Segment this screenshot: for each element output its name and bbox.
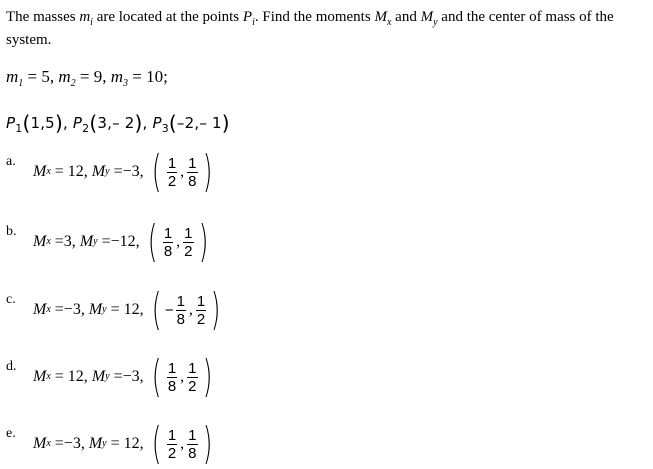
fraction-y: [187, 360, 197, 395]
choice-letter: d.: [6, 359, 17, 374]
text: and: [391, 9, 421, 25]
question-text: [6, 6, 653, 52]
denominator: 2: [196, 310, 206, 328]
right-paren: ): [202, 146, 212, 197]
var-M: M: [374, 9, 387, 25]
sub-x: x: [386, 17, 392, 28]
question-line-2: system.: [6, 32, 52, 48]
paren: ): [54, 111, 63, 135]
right-paren: ): [198, 216, 208, 267]
var-m: m: [6, 67, 19, 86]
fraction-x: [167, 155, 177, 190]
denominator: 2: [184, 242, 193, 260]
left-paren: (: [151, 146, 161, 197]
comma: ,: [180, 435, 185, 452]
choice-answer[interactable]: [33, 216, 212, 267]
paren: (: [89, 111, 98, 135]
var-P: P: [72, 114, 83, 132]
neg-sign: −: [164, 301, 174, 319]
numerator: 1: [163, 224, 173, 242]
fraction-y: [183, 225, 193, 260]
mass-value: = 9,: [75, 67, 111, 86]
var-M: M: [88, 435, 103, 452]
var-M: M: [88, 301, 103, 318]
mx-term: M x =−3,: [33, 301, 89, 318]
sub-i: i: [252, 17, 255, 28]
denominator: 8: [176, 310, 185, 328]
denominator: 2: [167, 444, 177, 462]
mass-value: = 5,: [23, 67, 59, 86]
masses-line: [6, 67, 168, 87]
numerator: 1: [188, 154, 197, 172]
var-M: M: [420, 9, 434, 25]
mx-term: M x =−3,: [33, 435, 89, 452]
sep: ,: [142, 114, 153, 132]
var-M: M: [91, 368, 106, 385]
sep: ,: [62, 114, 73, 132]
mx-value: = 12,: [50, 163, 92, 180]
mx-value: =3,: [50, 233, 80, 250]
sub: 2: [82, 122, 90, 135]
denominator: 8: [163, 242, 173, 260]
denominator: 2: [167, 172, 177, 190]
var-P: P: [152, 114, 162, 132]
fraction-y: [187, 427, 197, 462]
choice-answer[interactable]: [33, 351, 216, 402]
mx-term: M x = 12,: [33, 163, 92, 180]
my-term: M y =−3,: [91, 163, 148, 180]
choice-letter: a.: [6, 154, 16, 169]
var-P: P: [6, 114, 16, 132]
mass-value: = 10;: [128, 67, 168, 86]
numerator: 1: [167, 426, 177, 444]
var-M: M: [33, 368, 47, 385]
sub-y: y: [433, 17, 438, 28]
fraction-x: [163, 225, 173, 260]
text: The masses: [6, 9, 80, 25]
choice-letter: c.: [6, 292, 16, 307]
my-value: = 12,: [106, 301, 148, 318]
point-coords: 1,5: [30, 114, 55, 132]
my-term: M y = 12,: [88, 435, 148, 452]
point-coords: 3,– 2: [97, 114, 135, 132]
var-P: P: [242, 9, 253, 25]
my-term: M y =−12,: [79, 233, 144, 250]
sub: 1: [18, 78, 24, 89]
sub-i: i: [90, 17, 93, 28]
points-line: [6, 111, 230, 135]
my-term: M y = 12,: [88, 301, 148, 318]
numerator: 1: [196, 292, 206, 310]
my-value: =−12,: [97, 233, 144, 250]
var-M: M: [33, 435, 47, 452]
choice-answer[interactable]: [33, 284, 224, 335]
paren: ): [134, 111, 143, 135]
paren: (: [22, 111, 31, 135]
comma: ,: [180, 368, 185, 385]
var-M: M: [91, 163, 106, 180]
fraction-y: [187, 155, 197, 190]
question-line-1: [6, 9, 614, 28]
left-paren: (: [147, 216, 157, 267]
mx-value: = 12,: [50, 368, 92, 385]
left-paren: (: [151, 351, 161, 402]
left-paren: (: [151, 284, 161, 335]
var-M: M: [33, 163, 47, 180]
denominator: 2: [188, 377, 197, 395]
var-m: m: [79, 9, 91, 25]
left-paren: (: [151, 418, 161, 469]
right-paren: ): [211, 284, 221, 335]
text: and the center of mass of the: [437, 9, 614, 25]
paren: (: [168, 111, 177, 135]
mx-term: M x =3,: [33, 233, 80, 250]
paren: ): [221, 111, 230, 135]
my-value: = 12,: [106, 435, 148, 452]
numerator: 1: [184, 224, 193, 242]
denominator: 8: [188, 444, 197, 462]
var-M: M: [33, 233, 47, 250]
choice-answer[interactable]: [33, 418, 216, 469]
mx-value: =−3,: [50, 435, 89, 452]
fraction-x: [176, 293, 186, 328]
denominator: 8: [167, 377, 177, 395]
sub: 2: [70, 78, 76, 89]
fraction-y: [196, 293, 206, 328]
point-coords: –2,– 1: [176, 114, 222, 132]
comma: ,: [176, 233, 181, 250]
my-value: =−3,: [109, 368, 148, 385]
mx-term: M x = 12,: [33, 368, 92, 385]
numerator: 1: [176, 292, 185, 310]
my-term: M y =−3,: [91, 368, 148, 385]
var-m: m: [58, 67, 71, 86]
fraction-x: [167, 360, 177, 395]
sub: 3: [161, 122, 169, 135]
fraction-x: [167, 427, 177, 462]
comma: ,: [180, 163, 185, 180]
numerator: 1: [188, 426, 197, 444]
numerator: 1: [188, 359, 197, 377]
text: . Find the moments: [254, 9, 375, 25]
denominator: 8: [188, 172, 197, 190]
mx-value: =−3,: [50, 301, 89, 318]
choice-answer[interactable]: [33, 146, 216, 197]
my-value: =−3,: [109, 163, 148, 180]
text: are located at the points: [92, 9, 243, 25]
right-paren: ): [202, 418, 212, 469]
comma: ,: [188, 301, 193, 318]
choice-letter: e.: [6, 426, 16, 441]
var-M: M: [33, 301, 47, 318]
numerator: 1: [167, 359, 177, 377]
sub: 1: [15, 122, 23, 135]
numerator: 1: [167, 154, 177, 172]
right-paren: ): [202, 351, 212, 402]
var-M: M: [79, 233, 94, 250]
sub: 3: [123, 78, 129, 89]
var-m: m: [110, 67, 124, 86]
choice-letter: b.: [6, 224, 17, 239]
